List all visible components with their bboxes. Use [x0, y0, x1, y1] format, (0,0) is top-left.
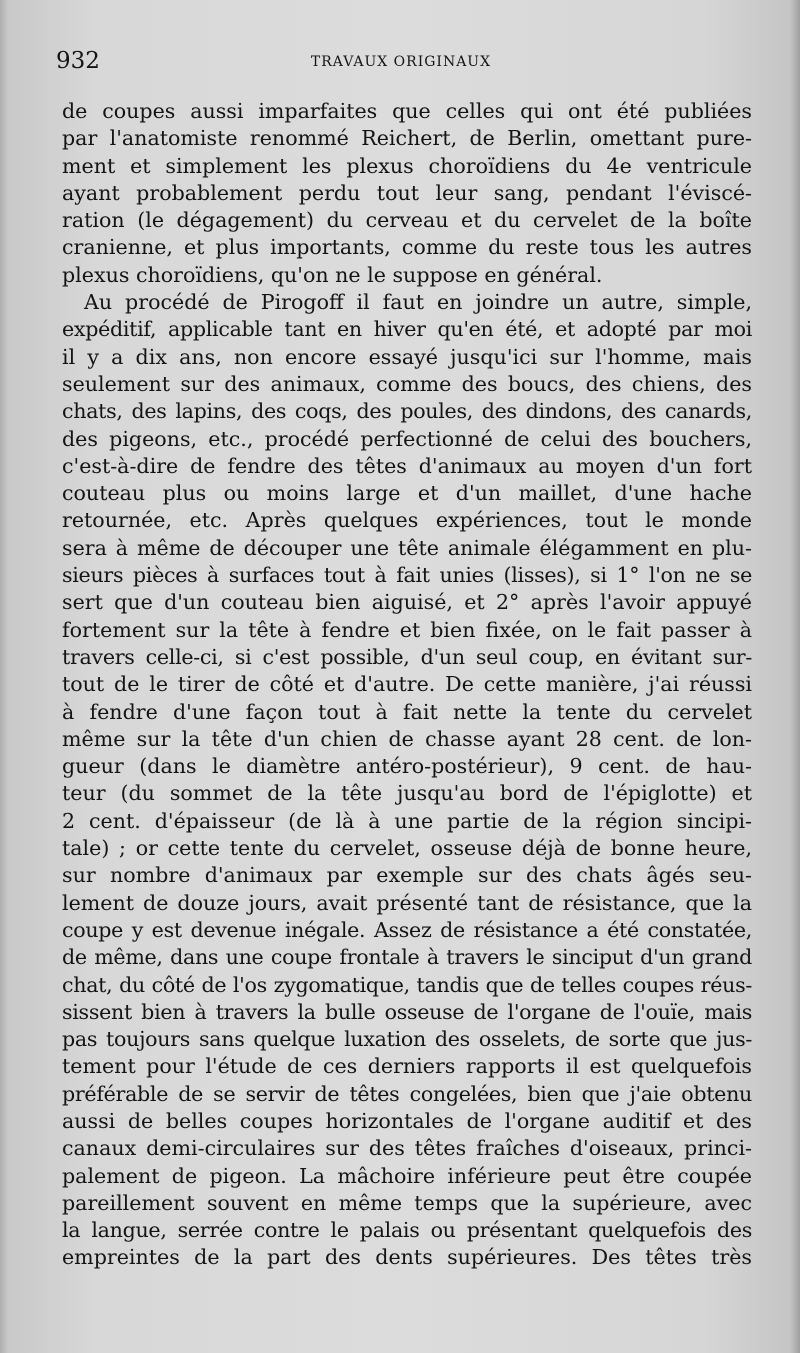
text-line: palement de pigeon. La mâchoire inférieure peut être coupée — [62, 1163, 752, 1188]
text-line: cranienne, et plus importants, comme du reste tous les autres — [62, 235, 752, 260]
text-line: de même, dans une coupe frontale à travers le sinciput d'un grand — [62, 945, 752, 970]
text-line: ration (le dégagement) du cerveau et du cervelet de la boîte — [62, 208, 752, 233]
text-line: gueur (dans le diamètre antéro-postérieur), 9 cent. de hau- — [62, 754, 752, 779]
text-line: préférable de se servir de têtes congelées, bien que j'aie obtenu — [62, 1081, 752, 1106]
text-line: seulement sur des animaux, comme des boucs, des chiens, des — [62, 371, 752, 396]
text-line: aussi de belles coupes horizontales de l'organe auditif et des — [62, 1108, 752, 1133]
text-line: c'est-à-dire de fendre des têtes d'animaux au moyen d'un fort — [62, 453, 752, 478]
text-line: Au procédé de Pirogoff il faut en joindre un autre, simple, — [84, 290, 752, 315]
text-line: des pigeons, etc., procédé perfectionné de celui des bouchers, — [62, 426, 752, 451]
text-line: à fendre d'une façon tout à fait nette la tente du cervelet — [62, 699, 752, 724]
text-line: même sur la tête d'un chien de chasse ayant 28 cent. de lon- — [62, 726, 752, 751]
text-line: lement de douze jours, avait présenté tant de résistance, que la — [62, 890, 752, 915]
text-line: coupe y est devenue inégale. Assez de résistance a été constatée, — [62, 917, 752, 942]
text-line: la langue, serrée contre le palais ou présentant quelquefois des — [62, 1218, 752, 1243]
text-line: canaux demi-circulaires sur des têtes fraîches d'oiseaux, princi- — [62, 1136, 752, 1161]
text-line: pas toujours sans quelque luxation des osselets, de sorte que jus- — [62, 1027, 752, 1052]
text-line: chats, des lapins, des coqs, des poules, des dindons, des canards, — [62, 399, 752, 424]
text-line: sissent bien à travers la bulle osseuse de l'organe de l'ouïe, mais — [62, 999, 752, 1024]
text-line: sieurs pièces à surfaces tout à fait unies (lisses), si 1° l'on ne se — [62, 563, 752, 588]
text-line: ayant probablement perdu tout leur sang, pendant l'éviscé- — [62, 180, 752, 205]
running-head: TRAVAUX ORIGINAUX — [310, 54, 492, 70]
text-line: par l'anatomiste renommé Reichert, de Berlin, omettant pure- — [62, 126, 752, 151]
text-line: sur nombre d'animaux par exemple sur des chats âgés seu- — [62, 863, 752, 888]
text-line: 2 cent. d'épaisseur (de là à une partie de la région sincipi- — [62, 808, 752, 833]
text-line: expéditif, applicable tant en hiver qu'en été, et adopté par moi — [62, 317, 752, 342]
text-line: sert que d'un couteau bien aiguisé, et 2° après l'avoir appuyé — [62, 590, 752, 615]
text-line: plexus choroïdiens, qu'on ne le suppose en général. — [62, 262, 603, 287]
text-line: travers celle-ci, si c'est possible, d'un seul coup, en évitant sur- — [62, 644, 752, 669]
text-line: ment et simplement les plexus choroïdiens du 4e ventricule — [62, 153, 752, 178]
text-line: fortement sur la tête à fendre et bien fixée, on le fait passer à — [62, 617, 752, 642]
page-header — [56, 48, 746, 84]
page-right-shadow — [790, 0, 800, 1353]
page-number: 932 — [56, 48, 100, 74]
text-line: sera à même de découper une tête animale élégamment en plu- — [62, 535, 752, 560]
page-left-shadow — [0, 0, 8, 1353]
text-line: pareillement souvent en même temps que la supérieure, avec — [62, 1190, 752, 1215]
body-text — [62, 98, 752, 1272]
text-line: chat, du côté de l'os zygomatique, tandis que de telles coupes réus- — [62, 972, 752, 997]
text-line: tout de le tirer de côté et d'autre. De cette manière, j'ai réussi — [62, 672, 752, 697]
text-line: tale) ; or cette tente du cervelet, osseuse déjà de bonne heure, — [62, 836, 752, 861]
text-line: de coupes aussi imparfaites que celles qui ont été publiées — [62, 99, 752, 123]
text-line: il y a dix ans, non encore essayé jusqu'ici sur l'homme, mais — [62, 344, 752, 369]
text-line: teur (du sommet de la tête jusqu'au bord de l'épiglotte) et — [62, 781, 752, 806]
text-line: retournée, etc. Après quelques expériences, tout le monde — [62, 508, 752, 533]
text-line: couteau plus ou moins large et d'un maillet, d'une hache — [62, 481, 752, 506]
text-line: tement pour l'étude de ces derniers rapports il est quelquefois — [62, 1054, 752, 1079]
text-line: empreintes de la part des dents supérieures. Des têtes très — [62, 1245, 752, 1270]
